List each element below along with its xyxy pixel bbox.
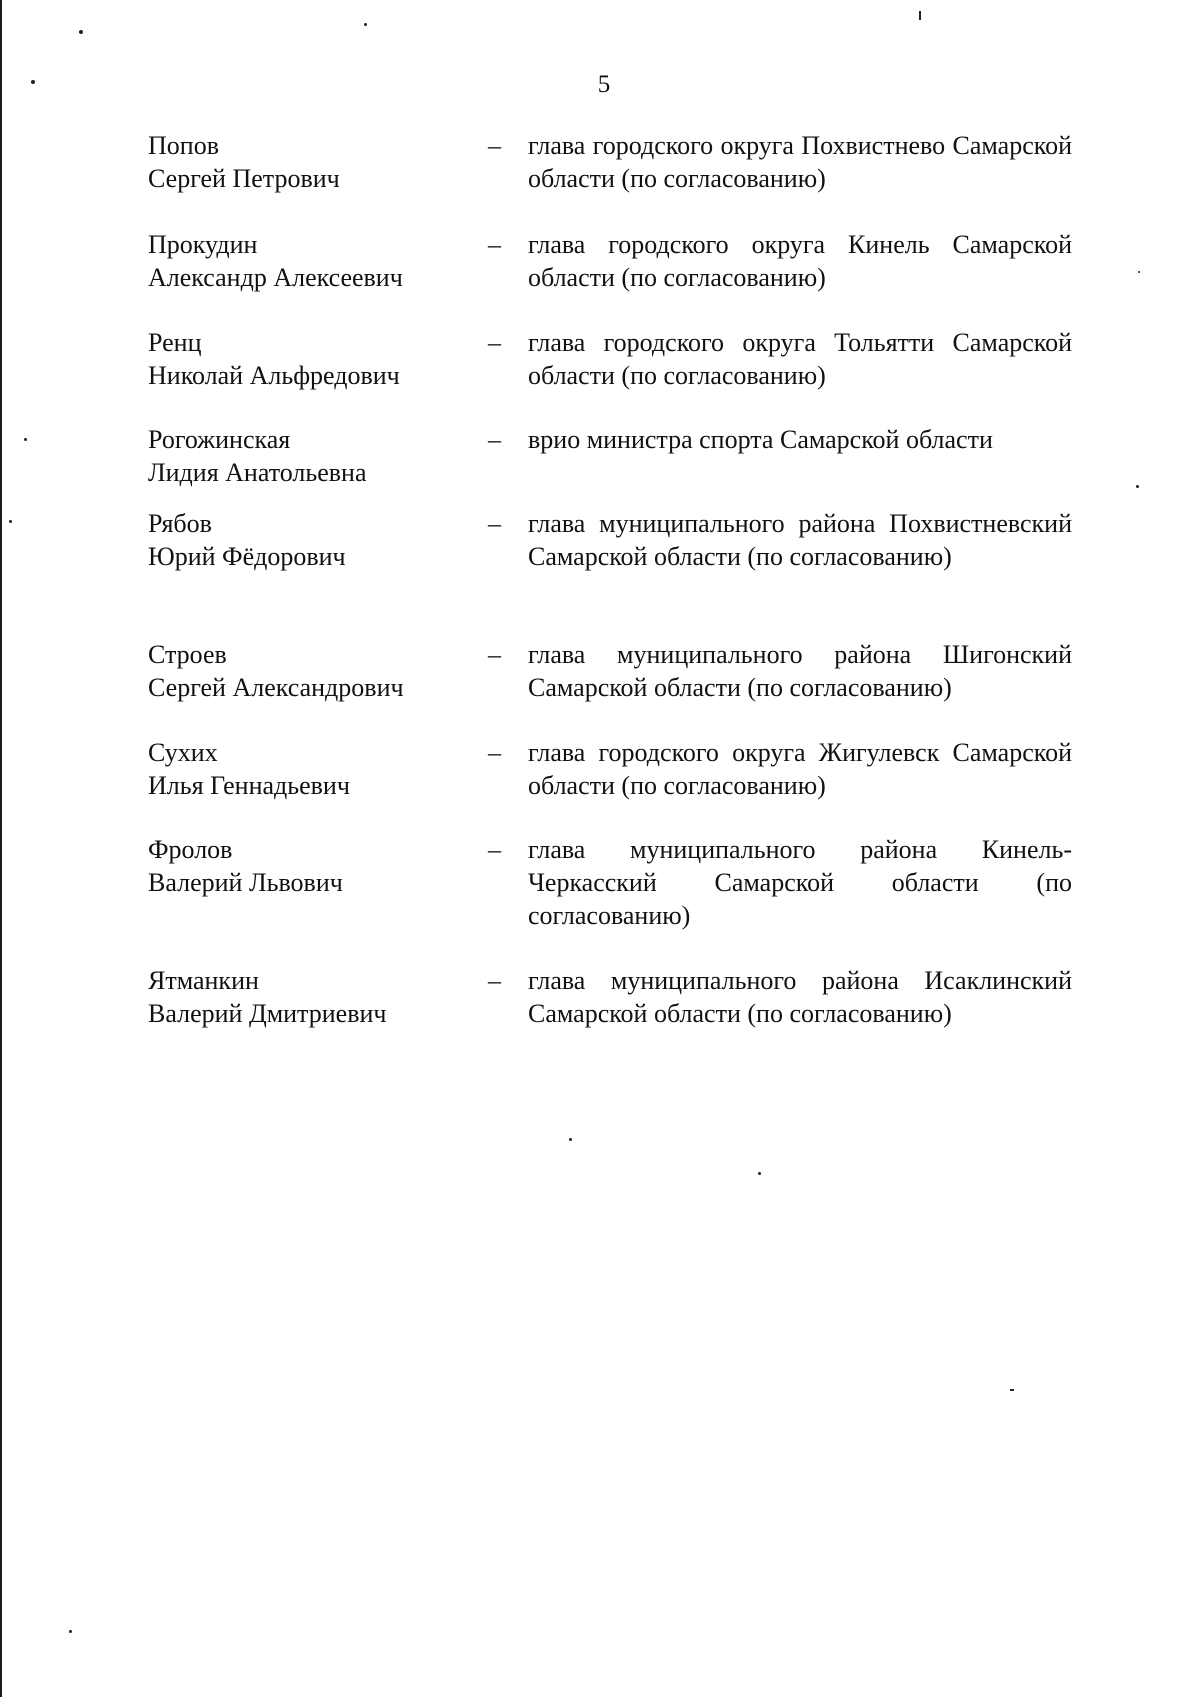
member-list [148,129,1072,1034]
surname: Рогожинская [148,425,291,454]
dash: – [488,328,501,357]
given-names: Илья Геннадьевич [148,771,350,800]
given-names: Валерий Львович [148,868,343,897]
dash: – [488,230,501,259]
scan-speck [9,520,12,523]
position-description: глава муниципального района Шигонский Самарской области (по согласованию) [528,640,1072,702]
dash: – [488,738,501,767]
surname: Рябов [148,509,212,538]
surname: Ятманкин [148,966,259,995]
page-number: 5 [597,71,611,98]
list-item [148,736,1072,833]
person-name [148,638,488,736]
surname: Строев [148,640,227,669]
list-item [148,638,1072,736]
scan-speck [364,23,367,26]
person-name [148,129,488,228]
dash: – [488,131,501,160]
list-item [148,833,1072,964]
dash: – [488,509,501,538]
person-name [148,833,488,964]
position-description: глава городского округа Жигулевск Самарской области (по согласованию) [528,738,1072,800]
person-name [148,964,488,1034]
surname: Сухих [148,738,218,767]
scan-speck [24,438,27,441]
given-names: Валерий Дмитриевич [148,999,387,1028]
person-name [148,423,488,507]
list-item [148,228,1072,326]
scan-left-edge [0,0,2,1697]
list-item [148,326,1072,423]
scan-speck [569,1138,572,1141]
list-item [148,129,1072,228]
scan-speck [1138,271,1140,273]
scan-speck [758,1172,761,1175]
given-names: Юрий Фёдорович [148,542,346,571]
scan-speck [1136,485,1139,488]
position-description: глава городского округа Похвистнево Самарской области (по согласованию) [528,131,1072,193]
dash: – [488,640,501,669]
given-names: Сергей Александрович [148,673,404,702]
list-item [148,507,1072,638]
list-item [148,964,1072,1034]
position-description: глава городского округа Кинель Самарской области (по согласованию) [528,230,1072,292]
surname: Попов [148,131,219,160]
list-item [148,423,1064,507]
scan-speck [1010,1389,1014,1391]
surname: Фролов [148,835,233,864]
scan-speck [79,30,83,34]
scan-speck [69,1630,72,1633]
surname: Прокудин [148,230,258,259]
dash: – [488,966,501,995]
person-name [148,736,488,833]
person-name [148,507,488,638]
given-names: Лидия Анатольевна [148,458,367,487]
position-description: глава муниципального района Похвистневский Самарской области (по согласованию) [528,509,1072,571]
position-description: глава муниципального района Кинель-Черкасский Самарской области (по согласованию) [528,835,1072,930]
position-description: глава муниципального района Исаклинский Самарской области (по согласованию) [528,966,1072,1028]
given-names: Сергей Петрович [148,164,340,193]
position-description: глава городского округа Тольятти Самарской области (по согласованию) [528,328,1072,390]
dash: – [488,835,501,864]
scan-speck [919,11,921,20]
given-names: Александр Алексеевич [148,263,403,292]
person-name [148,326,488,423]
given-names: Николай Альфредович [148,361,400,390]
position-description: врио министра спорта Самарской области [528,425,993,454]
dash: – [488,425,501,454]
person-name [148,228,488,326]
surname: Ренц [148,328,202,357]
